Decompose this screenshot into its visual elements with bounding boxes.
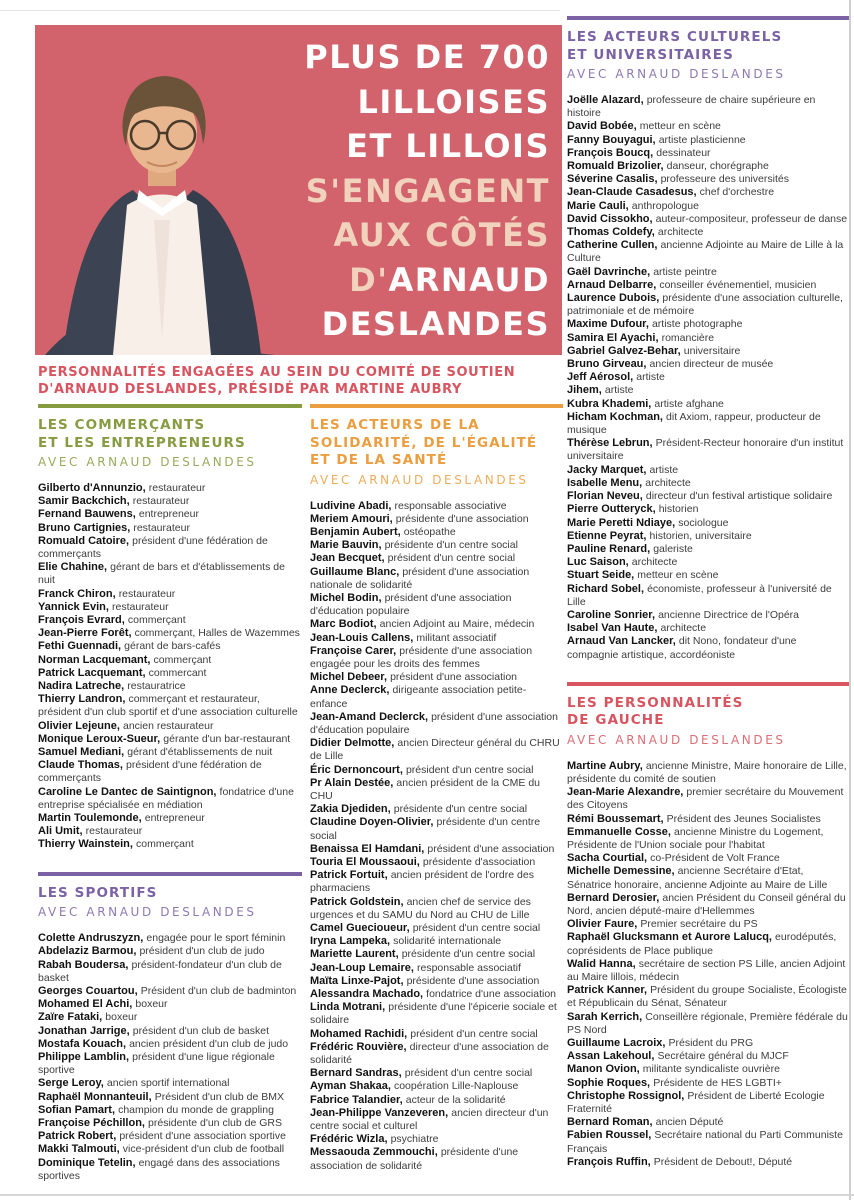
supporter-entry: Michel Debeer, président d'une association (310, 671, 518, 684)
candidate-photo (35, 40, 290, 355)
column-right (567, 16, 849, 1189)
section-commercants (38, 404, 302, 852)
supporter-entry: Etienne Peyrat, historien, universitaire (567, 529, 752, 542)
committee-subtitle: PERSONNALITÉS ENGAGÉES AU SEIN DU COMITÉ DE SOUTIEN D'ARNAUD DESLANDES, PRÉSIDÉ PAR MARTINE AUBRY (38, 365, 516, 397)
supporter-entry: Pauline Renard, galeriste (567, 542, 693, 555)
supporter-entry: Sarah Kerrich, Conseillère régionale, Première fédérale du PS Nord (567, 1010, 848, 1036)
supporter-entry: Frédéric Wizla, psychiatre (310, 1133, 439, 1146)
scan-edge-top (0, 10, 560, 11)
supporter-entry: Fabrice Talandier, acteur de la solidarité (310, 1093, 506, 1106)
supporter-entry: Abdelaziz Barmou, président d'un club de judo (38, 945, 265, 958)
section-title: LES SPORTIFS (38, 884, 158, 901)
supporter-entry: Martin Toulemonde, entrepreneur (38, 812, 205, 825)
supporter-entry: Jonathan Jarrige, président d'un club de basket (38, 1024, 270, 1037)
supporter-entry: Marie Cauli, anthropologue (567, 199, 699, 212)
supporter-entry: Nadira Latreche, restauratrice (38, 680, 186, 693)
candidate-portrait-illustration (35, 40, 290, 355)
section-title: LES ACTEURS DE LA SOLIDARITÉ, DE L'ÉGALITÉ ET DE LA SANTÉ (310, 417, 538, 468)
supporter-entry: Linda Motrani, présidente d'une l'épicerie sociale et solidaire (310, 1001, 557, 1027)
section-solidarite (310, 404, 563, 1173)
supporter-entry: Bernard Sandras, président d'un centre social (310, 1067, 533, 1080)
supporter-entry: Arnaud Van Lancker, dit Nono, fondateur d'une compagnie artistique, accordéoniste (567, 635, 797, 661)
supporter-entry: Jean-Marie Alexandre, premier secrétaire du Mouvement des Citoyens (567, 786, 844, 812)
section-avec-label: AVEC ARNAUD DESLANDES (567, 732, 786, 747)
supporter-entry: Manon Ovion, militante syndicaliste ouvrière (567, 1063, 780, 1076)
section-avec-label: AVEC ARNAUD DESLANDES (38, 905, 257, 920)
supporter-entry: Mostafa Kouach, ancien président d'un club de judo (38, 1037, 289, 1050)
supporter-entry: Frédéric Rouvière, directeur d'une association de solidarité (310, 1040, 549, 1067)
supporter-list (310, 500, 563, 1173)
supporter-entry: Olivier Faure, Premier secrétaire du PS (567, 918, 758, 931)
supporter-entry: Bruno Girveau, ancien directeur de musée (567, 358, 774, 371)
supporter-entry: Thomas Coldefy, architecte (567, 226, 704, 239)
section-avec-label: AVEC ARNAUD DESLANDES (310, 472, 529, 487)
supporter-entry: Éric Dernoncourt, président d'un centre social (310, 763, 534, 776)
headline-line: AUX CÔTÉS (333, 216, 550, 254)
supporter-list (38, 932, 302, 1183)
headline-line: LILLOISES (357, 82, 550, 121)
supporter-entry: Marie Bauvin, présidente d'un centre social (310, 539, 518, 552)
supporter-entry: Benaissa El Hamdani, président d'une association (310, 842, 555, 855)
supporter-entry: Dominique Tetelin, engagé dans des associations sportives (38, 1156, 280, 1182)
supporter-entry: Touria El Moussaoui, présidente d'association (310, 855, 536, 868)
supporter-entry: Rabah Boudersa, président-fondateur d'un club de basket (38, 958, 282, 984)
scan-edge-bottom (0, 1194, 854, 1196)
supporter-entry: Isabelle Menu, architecte (567, 476, 691, 489)
supporter-entry: David Bobée, metteur en scène (567, 120, 721, 133)
supporter-entry: Jeff Aérosol, artiste (567, 371, 665, 384)
supporter-entry: Makki Talmouti, vice-président d'un club de football (38, 1143, 285, 1156)
supporter-entry: Fabien Roussel, Secrétaire national du Parti Communiste Français (567, 1129, 843, 1155)
supporter-entry: Caroline Sonrier, ancienne Directrice de l'Opéra (567, 608, 800, 621)
supporter-entry: Elie Chahine, gérant de bars et d'établissements de nuit (38, 561, 285, 587)
section-bar (310, 404, 563, 408)
supporter-entry: Luc Saison, architecte (567, 556, 678, 569)
section-sportifs (38, 872, 302, 1183)
supporter-entry: Martine Aubry, ancienne Ministre, Maire honoraire de Lille, présidente du comité de soutien (567, 759, 847, 785)
supporter-entry: Raphaël Glucksmann et Aurore Lalucq, eurodéputés, coprésidents de Place publique (567, 931, 837, 957)
supporter-entry: Sofian Pamart, champion du monde de grappling (38, 1103, 274, 1116)
supporter-entry: Franck Chiron, restaurateur (38, 587, 176, 600)
supporter-entry: Maïta Linxe-Pajot, présidente d'une association (310, 974, 540, 987)
supporter-entry: Yannick Evin, restaurateur (38, 600, 169, 613)
supporter-entry: Caroline Le Dantec de Saintignon, fondatrice d'une entreprise spécialisée en médiation (38, 785, 294, 811)
scan-edge-right (849, 0, 851, 1200)
column-left (38, 404, 302, 1203)
section-title: LES COMMERÇANTS ET LES ENTREPRENEURS (38, 417, 246, 451)
supporter-entry: Patrick Goldstein, ancien chef de service des urgences et du SAMU du Nord au CHU de Lille (310, 895, 531, 921)
section-bar (38, 872, 302, 876)
supporter-entry: Christophe Rossignol, Président de Liberté Ecologie Fraternité (567, 1089, 825, 1116)
supporter-entry: Bernard Derosier, ancien Président du Conseil général du Nord, ancien député-maire d'Hellemmes (567, 891, 846, 917)
section-title: LES ACTEURS CULTURELS ET UNIVERSITAIRES (567, 29, 783, 63)
supporter-entry: Fernand Bauwens, entrepreneur (38, 508, 199, 521)
section-culturels (567, 16, 849, 662)
supporter-entry: Guillaume Lacroix, Président du PRG (567, 1037, 754, 1049)
supporter-entry: Walid Hanna, secrétaire de section PS Lille, ancien Adjoint au Maire lillois, médecin (567, 957, 846, 983)
headline-line: ET LILLOIS (346, 127, 550, 165)
supporter-entry: Colette Andruszyzn, engagée pour le sport féminin (38, 932, 286, 945)
supporter-entry: Ludivine Abadi, responsable associative (310, 499, 507, 512)
supporter-entry: Laurence Dubois, présidente d'une association culturelle, patrimoniale et de mémoire (567, 292, 843, 318)
supporter-entry: Rémi Boussemart, Président des Jeunes Socialistes (567, 812, 821, 825)
supporter-entry: Stuart Seide, metteur en scène (567, 569, 719, 582)
supporter-entry: Thérèse Lebrun, Président-Recteur honoraire d'un institut universitaire (567, 437, 844, 463)
supporter-entry: Gilberto d'Annunzio, restaurateur (38, 482, 206, 494)
supporter-entry: Messaouda Zemmouchi, présidente d'une association de solidarité (310, 1146, 519, 1172)
supporter-entry: Iryna Lampeka, solidarité internationale (310, 935, 502, 948)
supporter-entry: Jean-Amand Declerck, président d'une association d'éducation populaire (310, 710, 558, 736)
supporter-entry: David Cissokho, auteur-compositeur, professeur de danse (567, 212, 848, 225)
supporter-entry: Jean-Loup Lemaire, responsable associatif (310, 961, 521, 974)
hero-banner (35, 25, 562, 355)
section-bar (567, 682, 849, 686)
supporter-entry: Monique Leroux-Sueur, gérante d'un bar-restaurant (38, 732, 291, 745)
column-middle (310, 404, 563, 1193)
supporter-entry: Maxime Dufour, artiste photographe (567, 318, 743, 331)
supporter-entry: Jean-Claude Casadesus, chef d'orchestre (567, 186, 775, 199)
supporter-entry: Jihem, artiste (567, 384, 634, 397)
headline-line: DESLANDES (321, 305, 550, 343)
supporter-entry: François Boucq, dessinateur (567, 146, 711, 159)
supporter-entry: Fethi Guennadi, gérant de bars-cafés (38, 640, 221, 653)
supporter-entry: Joëlle Alazard, professeure de chaire supérieure en histoire (567, 94, 816, 120)
supporter-entry: Samir Backchich, restaurateur (38, 495, 190, 508)
supporter-entry: Thierry Landron, commerçant et restaurateur, président d'un club sportif et d'une association culturelle (38, 693, 298, 719)
supporter-entry: Michelle Demessine, ancienne Secrétaire d'Etat, Sénatrice honoraire, ancienne Adjointe au Maire de Lille (567, 865, 828, 891)
section-gauche (567, 682, 849, 1169)
supporter-entry: Jean Becquet, président d'un centre social (310, 552, 516, 565)
supporter-entry: Mohamed El Achi, boxeur (38, 998, 168, 1011)
supporter-entry: Mohamed Rachidi, président d'un centre social (310, 1027, 538, 1040)
supporter-entry: Ali Umit, restaurateur (38, 825, 143, 838)
supporter-entry: Patrick Robert, président d'une association sportive (38, 1130, 286, 1143)
supporter-entry: Norman Lacquemant, commerçant (38, 653, 212, 666)
supporter-entry: Philippe Lamblin, président d'une ligue régionale sportive (38, 1051, 275, 1077)
supporter-entry: Gaël Davrinche, artiste peintre (567, 265, 717, 278)
supporter-entry: Olivier Lejeune, ancien restaurateur (38, 719, 214, 732)
headline-line: S'ENGAGENT (305, 171, 550, 210)
supporter-entry: Michel Bodin, président d'une association d'éducation populaire (310, 591, 512, 618)
supporter-entry: Anne Declerck, dirigeante association petite-enfance (310, 684, 527, 710)
supporter-entry: Patrick Lacquemant, commercant (38, 666, 207, 679)
supporter-entry: Patrick Kanner, Président du groupe Socialiste, Écologiste et Républicain du Sénat, Sénateur (567, 984, 847, 1010)
supporter-entry: Isabel Van Haute, architecte (567, 622, 707, 635)
supporter-entry: Raphaël Monnanteuil, Président d'un club de BMX (38, 1090, 284, 1103)
supporter-entry: Jacky Marquet, artiste (567, 463, 679, 476)
supporter-entry: Zakia Djediden, présidente d'un centre social (310, 803, 528, 816)
supporter-entry: Catherine Cullen, ancienne Adjointe au Maire de Lille à la Culture (567, 239, 844, 265)
headline (304, 35, 550, 347)
headline-line: D'ARNAUD (349, 260, 550, 299)
supporter-entry: Didier Delmotte, ancien Directeur général du CHRU de Lille (310, 737, 560, 763)
supporter-entry: Jean-Pierre Forêt, commerçant, Halles de Wazemmes (38, 627, 300, 640)
section-avec-label: AVEC ARNAUD DESLANDES (567, 67, 786, 81)
supporter-entry: Bernard Roman, ancien Député (567, 1116, 724, 1129)
supporter-entry: Claude Thomas, président d'une fédération de commerçants (38, 759, 262, 785)
supporter-entry: Marc Bodiot, ancien Adjoint au Maire, médecin (310, 618, 535, 631)
supporter-entry: Bruno Cartignies, restaurateur (38, 521, 190, 534)
supporter-entry: Samuel Mediani, gérant d'établissements de nuit (38, 746, 273, 759)
supporter-entry: Kubra Khademi, artiste afghane (567, 397, 724, 410)
supporter-entry: Alessandra Machado, fondatrice d'une association (310, 988, 556, 1001)
supporter-entry: Samira El Ayachi, romancière (567, 331, 715, 344)
supporter-entry: Pr Alain Destée, ancien président de la CME du CHU (310, 776, 540, 802)
supporter-entry: Hicham Kochman, dit Axiom, rappeur, producteur de musique (567, 410, 821, 437)
supporter-entry: Claudine Doyen-Olivier, présidente d'un centre social (310, 816, 541, 842)
supporter-entry: Jean-Louis Callens, militant associatif (310, 631, 497, 644)
supporter-entry: Françoise Carer, présidente d'une association engagée pour les droits des femmes (310, 644, 533, 670)
supporter-entry: Romuald Brizolier, danseur, chorégraphe (567, 160, 769, 173)
supporter-entry: Richard Sobel, économiste, professeur à l'université de Lille (567, 582, 832, 608)
supporter-entry: Meriem Amouri, présidente d'une association (310, 512, 529, 525)
supporter-entry: Patrick Fortuit, ancien président de l'ordre des pharmaciens (310, 869, 534, 895)
supporter-entry: Romuald Catoire, président d'une fédération de commerçants (38, 534, 268, 561)
supporter-entry: Emmanuelle Cosse, ancienne Ministre du Logement, Présidente de l'Union sociale pour l'habitat (567, 825, 824, 851)
supporter-list (567, 94, 849, 662)
supporter-entry: Gabriel Galvez-Behar, universitaire (567, 344, 741, 357)
supporter-entry: Guillaume Blanc, président d'une association nationale de solidarité (310, 565, 530, 591)
supporter-entry: Georges Couartou, Président d'un club de badminton (38, 985, 297, 997)
supporter-entry: François Ruffin, Président de Debout!, Député (567, 1155, 793, 1168)
section-avec-label: AVEC ARNAUD DESLANDES (38, 455, 257, 469)
supporter-entry: Camel Guecioueur, président d'un centre social (310, 922, 541, 934)
supporter-list (567, 760, 849, 1169)
supporter-entry: Pierre Outteryck, historien (567, 503, 699, 516)
supporter-entry: Zaïre Fataki, boxeur (38, 1011, 138, 1024)
supporter-entry: Ayman Shakaa, coopération Lille-Naplouse (310, 1080, 519, 1093)
supporter-entry: Benjamin Aubert, ostéopathe (310, 525, 456, 538)
supporter-entry: Jean-Philippe Vanzeveren, ancien directeur d'un centre social et culturel (310, 1106, 549, 1133)
supporter-list (38, 482, 302, 852)
supporter-entry: Mariette Laurent, présidente d'un centre social (310, 948, 536, 961)
supporter-entry: Séverine Casalis, professeure des universités (567, 173, 789, 186)
supporter-entry: Arnaud Delbarre, conseiller événementiel, musicien (567, 278, 817, 291)
section-title: LES PERSONNALITÉS DE GAUCHE (567, 694, 744, 729)
supporter-entry: François Evrard, commerçant (38, 614, 186, 627)
supporter-entry: Sacha Courtial, co-Président de Volt France (567, 852, 780, 865)
supporter-entry: Serge Leroy, ancien sportif international (38, 1077, 230, 1090)
supporter-entry: Assan Lakehoul, Secrétaire général du MJCF (567, 1050, 789, 1063)
supporter-entry: Sophie Roques, Présidente de HES LGBTI+ (567, 1076, 782, 1089)
supporter-entry: Marie Peretti Ndiaye, sociologue (567, 516, 729, 529)
section-bar (38, 404, 302, 408)
headline-line: PLUS DE 700 (304, 38, 550, 76)
supporter-entry: Françoise Péchillon, présidente d'un club de GRS (38, 1117, 282, 1130)
supporter-entry: Florian Neveu, directeur d'un festival artistique solidaire (567, 490, 833, 503)
section-bar (567, 16, 849, 20)
supporter-entry: Fanny Bouyagui, artiste plasticienne (567, 133, 746, 146)
supporter-entry: Thierry Wainstein, commerçant (38, 838, 194, 851)
